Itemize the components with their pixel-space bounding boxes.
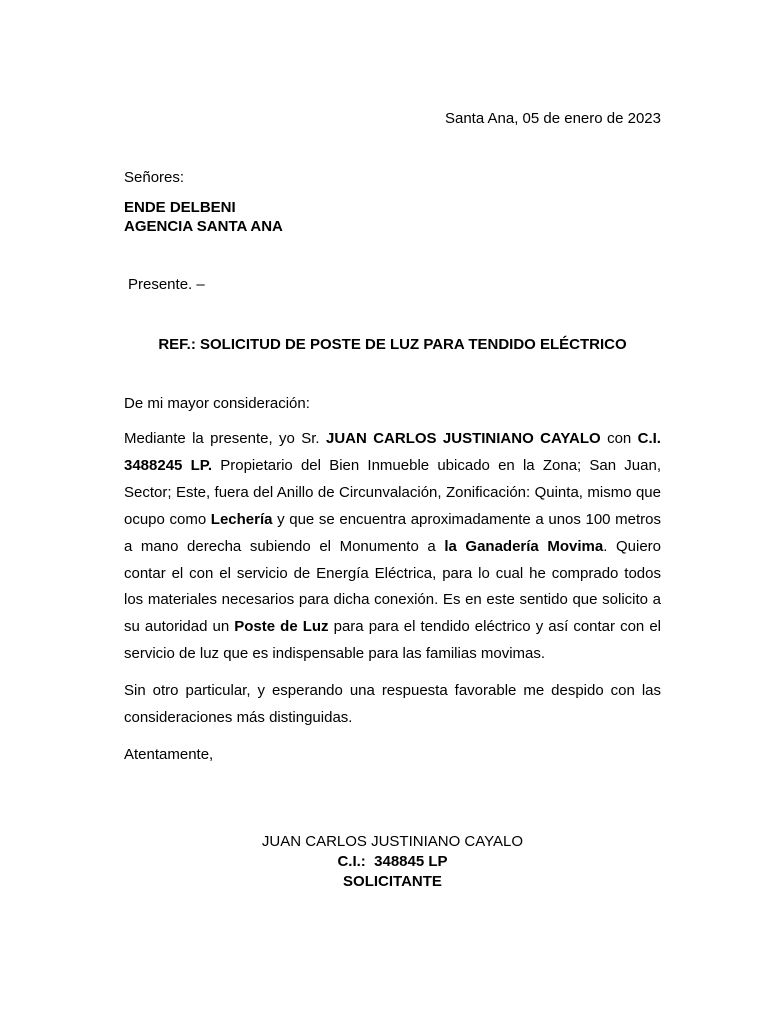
letter-closing: Atentamente, — [124, 745, 214, 763]
body-text-segment: Mediante la presente, yo Sr. — [124, 430, 326, 447]
letter-date: Santa Ana, 05 de enero de 2023 — [444, 110, 661, 127]
letter-recipient — [124, 198, 283, 236]
body-text-segment: Propietario del Bien Inmueble ubicado en la Zona; San Juan, Sector; Este, fuera del Anillo de Circunvalación, Zonificación: Quinta, mismo que ocupo como — [124, 456, 662, 528]
signature-name: JUAN CARLOS JUSTINIANO CAYALO — [261, 833, 524, 850]
letter-reference: REF.: SOLICITUD DE POSTE DE LUZ PARA TENDIDO ELÉCTRICO — [158, 336, 627, 353]
letter-presente: Presente. – — [128, 276, 205, 293]
applicant-name: JUAN CARLOS JUSTINIANO CAYALO — [325, 430, 601, 447]
body-paragraph-2: Sin otro particular, y esperando una respuesta favorable me despido con las consideraciones más distinguidas. — [124, 682, 661, 727]
letter-greeting: Señores: — [124, 169, 185, 186]
body-text-segment: y que se encuentra aproximadamente a unos 100 metros a mano derecha subiendo el Monumento a — [124, 510, 661, 555]
landmark: la Ganadería Movima — [444, 537, 604, 555]
body-text-segment: con — [600, 430, 638, 447]
recipient-line-1: ENDE DELBENI — [124, 199, 236, 216]
signature-id: C.I.: 348845 LP — [337, 853, 448, 870]
applicant-id: C.I. 3488245 LP. — [124, 430, 661, 474]
body-text-segment: para para el tendido eléctrico y así contar con el servicio de luz que es indispensable para las familias movimas. — [124, 618, 661, 663]
signature-role: SOLICITANTE — [343, 873, 442, 890]
letter-body — [124, 426, 661, 769]
property-use: Lechería — [210, 510, 273, 528]
signature-block — [124, 832, 661, 892]
body-paragraph-1 — [124, 426, 661, 668]
body-text-segment: . Quiero contar el con el servicio de Energía Eléctrica, para lo cual he comprado todos los materiales necesarios para dicha conexión. Es en este sentido que solicito a su autoridad un — [124, 537, 661, 636]
letter-salutation: De mi mayor consideración: — [124, 395, 310, 412]
recipient-line-2: AGENCIA SANTA ANA — [124, 218, 283, 235]
requested-item: Poste de Luz — [234, 618, 329, 636]
